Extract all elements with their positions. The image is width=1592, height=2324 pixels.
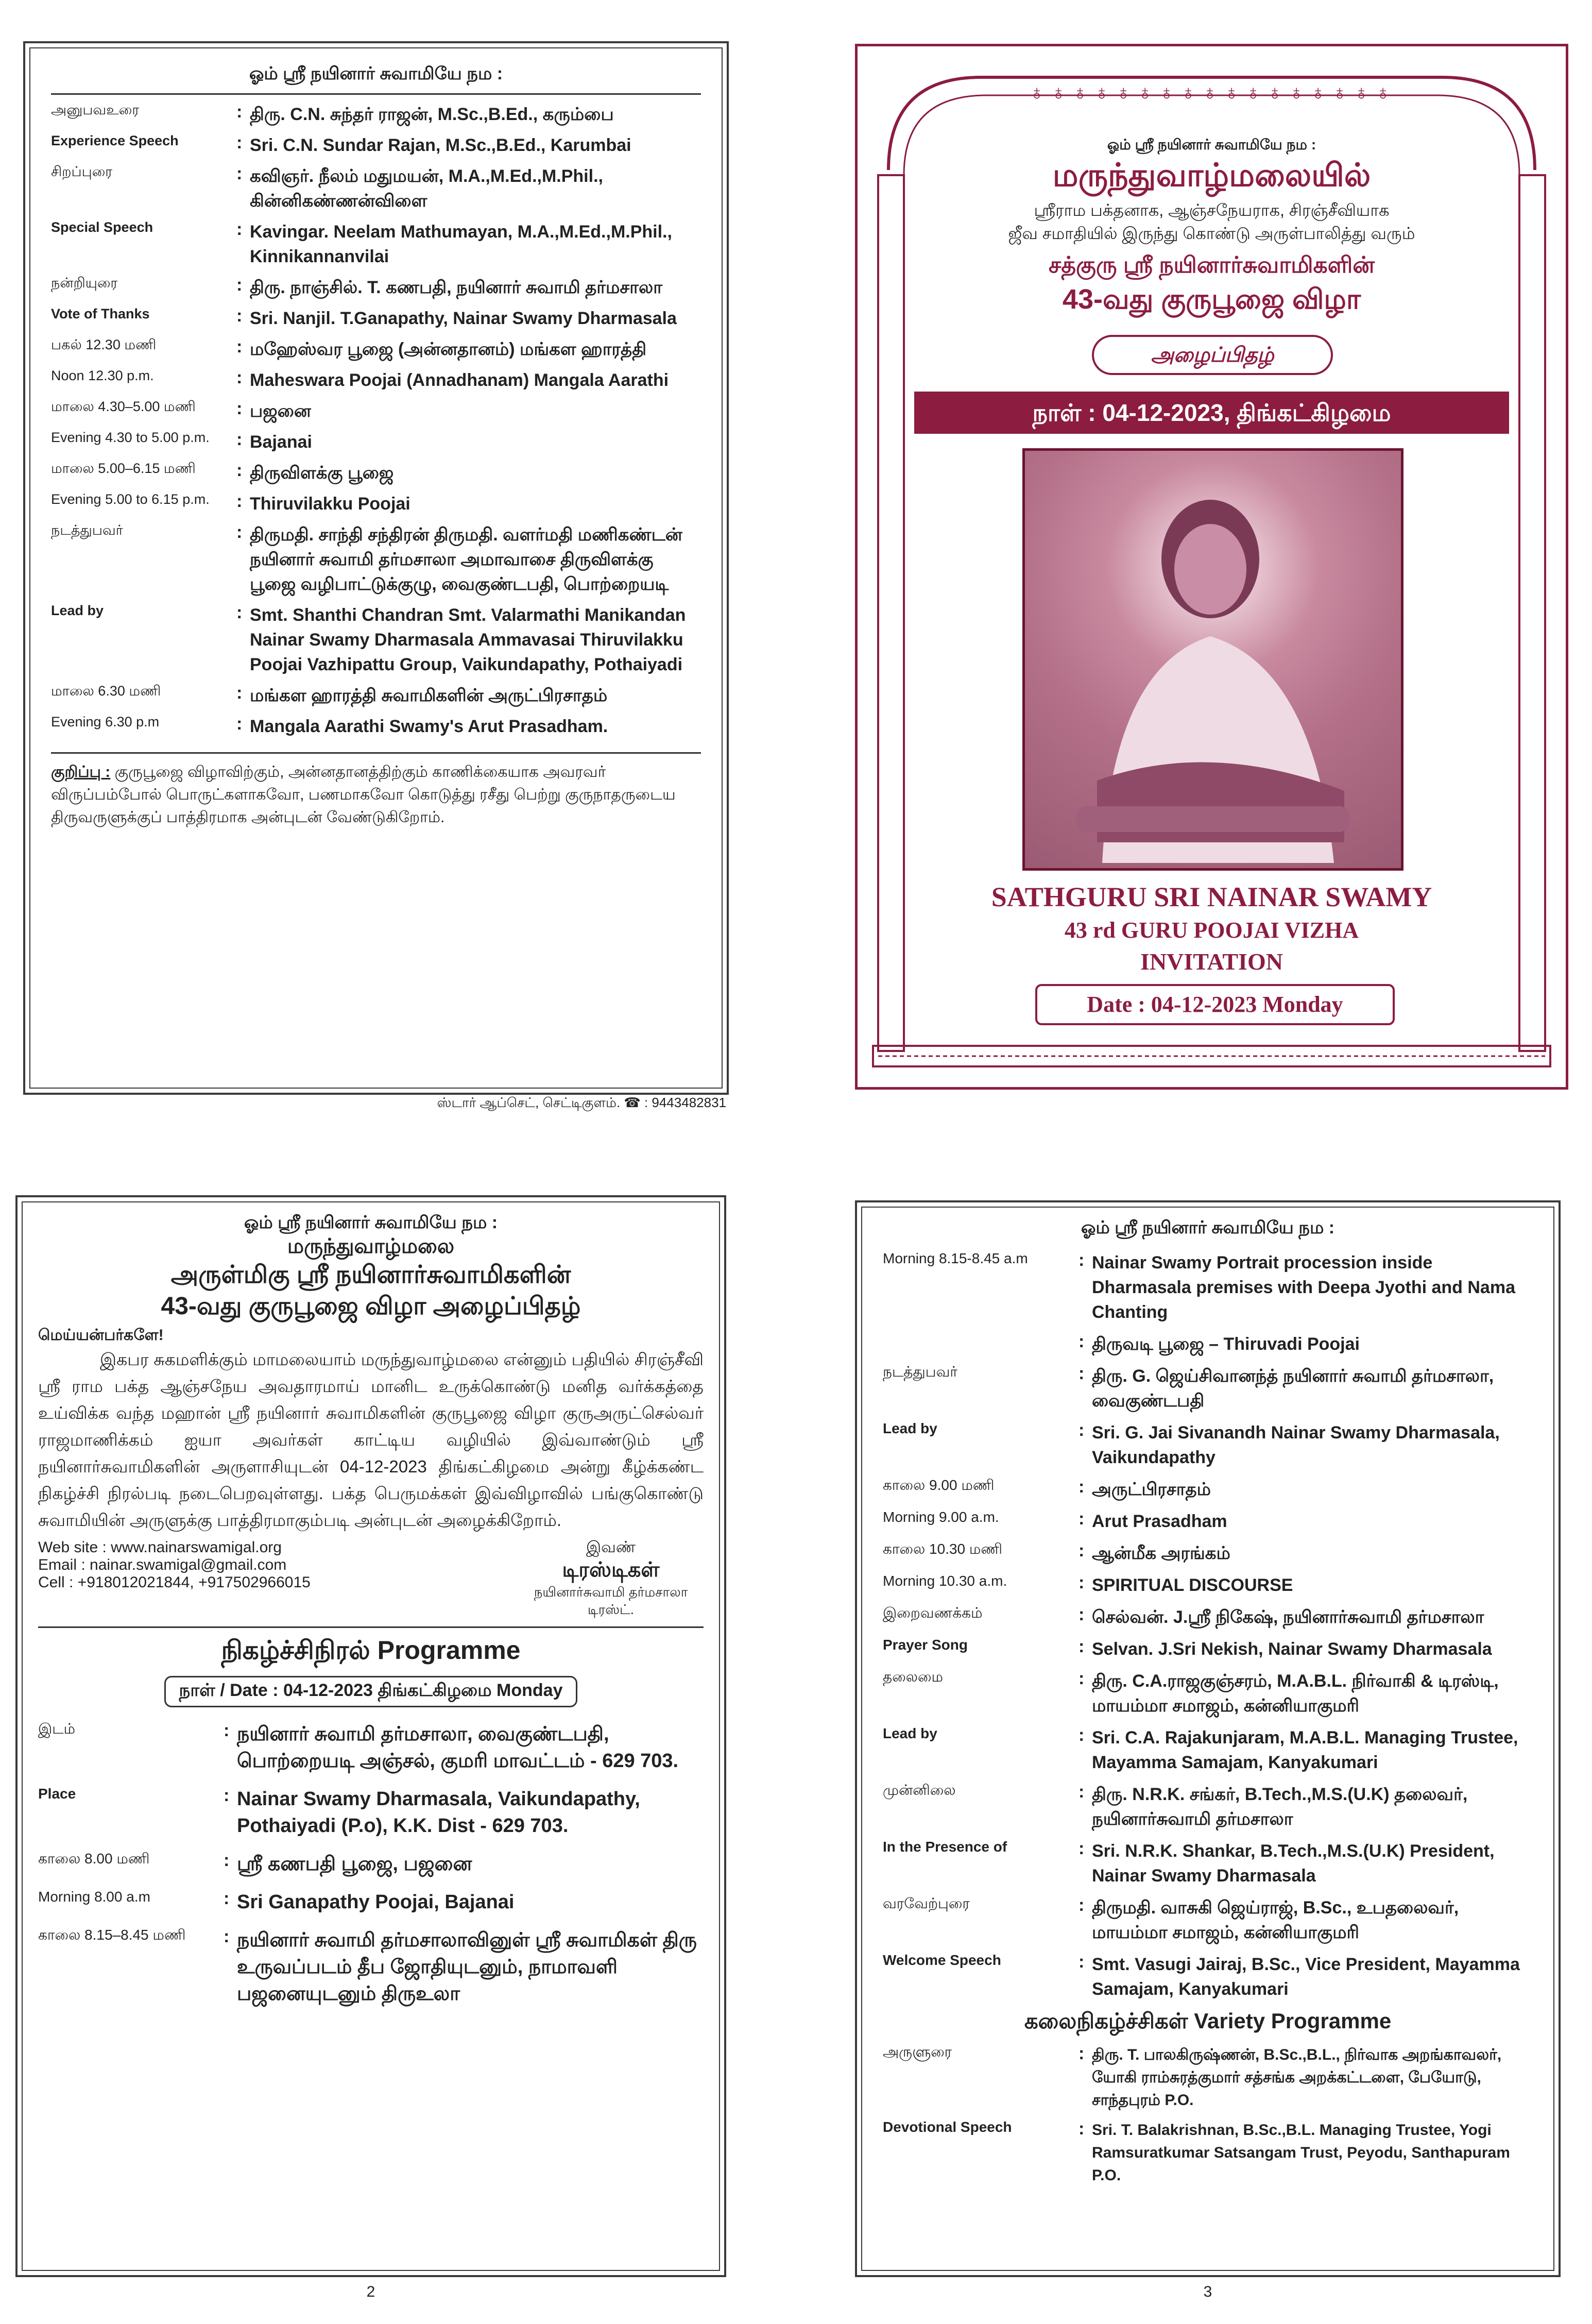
- schedule-row: [883, 1477, 1533, 1502]
- invite-label: அழைப்பிதழ்: [1151, 344, 1274, 366]
- row-label: இறைவணக்கம்: [883, 1605, 983, 1621]
- row-label: மாலை 4.30–5.00 மணி: [51, 399, 196, 414]
- row-colon: :: [1079, 1364, 1085, 1383]
- schedule-row: [51, 399, 701, 423]
- row-label: Vote of Thanks: [51, 306, 150, 321]
- row-value: ஆன்மீக அரங்கம்: [1092, 1543, 1230, 1563]
- row-value: Bajanai: [250, 432, 312, 452]
- programme-title: நிகழ்ச்சிநிரல் Programme: [221, 1636, 521, 1665]
- row-colon: :: [1079, 1420, 1085, 1440]
- row-label: Place: [38, 1786, 76, 1802]
- schedule-row: [51, 306, 701, 331]
- row-label: Experience Speech: [51, 133, 179, 148]
- schedule-row: [51, 275, 701, 300]
- row-label: சிறப்புரை: [51, 164, 113, 179]
- schedule-row: [51, 461, 701, 485]
- schedule-row: [883, 1839, 1533, 1888]
- schedule-row: [51, 337, 701, 362]
- row-colon: :: [1079, 1509, 1085, 1529]
- row-value: மங்கள ஹாரத்தி சுவாமிகளின் அருட்பிரசாதம்: [250, 686, 608, 705]
- cover-line2: ஜீவ சமாதியில் இருந்து கொண்டு அருள்பாலித்து வரும்: [1008, 224, 1415, 243]
- row-label: காலை 8.15–8.45 மணி: [38, 1927, 186, 1943]
- row-value: Sri. Nanjil. T.Ganapathy, Nainar Swamy Dharmasala: [250, 309, 677, 328]
- schedule-row: [883, 2044, 1533, 2112]
- printer-credit: ஸ்டார் ஆப்செட், செட்டிகுளம். ☎ : 9443482831: [437, 1095, 726, 1110]
- schedule-row: [883, 1250, 1533, 1325]
- row-value: Sri. N.R.K. Shankar, B.Tech.,M.S.(U.K) President, Nainar Swamy Dharmasala: [1092, 1841, 1495, 1886]
- row-colon: :: [1079, 1573, 1085, 1592]
- panel-bottom-left: [15, 1195, 726, 2300]
- row-value: திரு. G. ஜெய்சிவானந்த் நயினார் சுவாமி தர்மசாலா, வைகுண்டபதி: [1092, 1366, 1494, 1411]
- schedule-row: [883, 1573, 1533, 1598]
- schedule-row: [51, 491, 701, 516]
- row-colon: :: [236, 491, 243, 511]
- row-label: காலை 8.00 மணி: [38, 1851, 150, 1867]
- row-colon: :: [224, 1721, 230, 1740]
- row-colon: :: [1079, 1332, 1085, 1351]
- row-label: மாலை 5.00–6.15 மணி: [51, 461, 196, 476]
- schedule-row: [51, 430, 701, 454]
- cover-date-text: Date : 04-12-2023 Monday: [1087, 992, 1343, 1017]
- row-value: SPIRITUAL DISCOURSE: [1092, 1575, 1293, 1595]
- cover-invocation: ஓம் ஸ்ரீ நயினார் சுவாமியே நம :: [1107, 137, 1316, 152]
- row-colon: :: [236, 275, 243, 295]
- cell: Cell : +918012021844, +917502966015: [38, 1574, 311, 1591]
- cover-date-box: [1035, 984, 1395, 1025]
- schedule-row: [883, 1509, 1533, 1534]
- row-value: கவிஞர். நீலம் மதுமயன், M.A.,M.Ed.,M.Phil., கின்னிகண்ணன்விளை: [250, 166, 603, 211]
- row-label: Lead by: [51, 603, 104, 618]
- cover-en-line2: 43 rd GURU POOJAI VIZHA: [1064, 918, 1359, 943]
- row-label: காலை 10.30 மணி: [883, 1541, 1003, 1557]
- row-colon: :: [1079, 1952, 1085, 1972]
- divider: [51, 752, 701, 754]
- row-value: Sri. T. Balakrishnan, B.Sc.,B.L. Managing Trustee, Yogi Ramsuratkumar Satsangam Trust, Peyodu, Santhapuram P.O.: [1092, 2122, 1510, 2184]
- sign-org: நயினார்சுவாமி தர்மசாலா டிரஸ்ட்.: [534, 1584, 688, 1617]
- row-colon: :: [1079, 1725, 1085, 1745]
- schedule-row: [51, 102, 701, 127]
- contact-info: [38, 1539, 518, 1591]
- page-number: 2: [366, 2283, 375, 2300]
- cover-en-title: SATHGURU SRI NAINAR SWAMY: [991, 881, 1432, 912]
- row-colon: :: [1079, 1839, 1085, 1858]
- schedule-row: [883, 1541, 1533, 1566]
- row-label: Evening 4.30 to 5.00 p.m.: [51, 430, 210, 445]
- panel-top-right: [855, 44, 1568, 1090]
- row-label: காலை 9.00 மணி: [883, 1477, 995, 1493]
- schedule-row: [883, 1364, 1533, 1413]
- row-value: Sri. C.N. Sundar Rajan, M.Sc.,B.Ed., Karumbai: [250, 135, 631, 155]
- sign-big: டிரஸ்டிகள்: [562, 1558, 660, 1581]
- row-label: Morning 10.30 a.m.: [883, 1573, 1007, 1589]
- schedule-row: [38, 1927, 704, 2007]
- row-label: In the Presence of: [883, 1839, 1007, 1855]
- row-value: திரு. T. பாலகிருஷ்ணன், B.Sc.,B.L., நிர்வாக அறங்காவலர், யோகி ராம்சுரத்குமார் சத்சங்க அறக்கட்டளை, பேயோடு, சாந்தபுரம் P.O.: [1092, 2046, 1502, 2109]
- row-label: Morning 8.00 a.m: [38, 1889, 150, 1905]
- row-value: Mangala Aarathi Swamy's Arut Prasadham.: [250, 717, 608, 736]
- divider: [51, 93, 701, 95]
- schedule-row: [51, 603, 701, 677]
- row-value: Smt. Shanthi Chandran Smt. Valarmathi Manikandan Nainar Swamy Dharmasala Ammavasai Thiruvilakku Poojai Vazhipattu Group, Vaikundapathy, Pothaiyadi: [250, 605, 686, 674]
- schedule-row: [883, 1420, 1533, 1470]
- invocation-2: ஓம் ஸ்ரீ நயினார் சுவாமியே நம :: [244, 1213, 498, 1232]
- schedule-row: [883, 1332, 1533, 1356]
- row-colon: :: [236, 368, 243, 387]
- row-colon: :: [236, 306, 243, 326]
- row-colon: :: [236, 164, 243, 183]
- row-label: தலைமை: [883, 1669, 944, 1685]
- row-value: Sri Ganapathy Poojai, Bajanai: [237, 1891, 515, 1913]
- programme-date-wrap: [38, 1676, 704, 1707]
- row-value: திரு. நாஞ்சில். T. கணபதி, நயினார் சுவாமி தர்மசாலா: [250, 278, 662, 297]
- schedule-row: [51, 522, 701, 597]
- row-colon: :: [1079, 2119, 1085, 2139]
- schedule-row: [38, 1851, 704, 1877]
- schedule-row: [51, 164, 701, 213]
- row-colon: :: [236, 522, 243, 542]
- schedule-row: [883, 1952, 1533, 2001]
- note: [51, 761, 701, 829]
- row-label: பகல் 12.30 மணி: [51, 337, 157, 352]
- row-colon: :: [224, 1889, 230, 1908]
- row-colon: :: [236, 399, 243, 418]
- row-label: அனுபவஉரை: [51, 102, 140, 117]
- row-value: Thiruvilakku Poojai: [250, 494, 410, 514]
- row-label: Evening 5.00 to 6.15 p.m.: [51, 491, 210, 507]
- schedule-row: [883, 1782, 1533, 1831]
- schedule-list: [51, 102, 701, 739]
- row-colon: :: [236, 461, 243, 480]
- cover-line4: 43-வது குருபூஜை விழா: [1062, 284, 1361, 315]
- row-label: நடத்துபவர்: [883, 1364, 958, 1380]
- programme-date: நாள் / Date : 04-12-2023 திங்கட்கிழமை Monday: [164, 1676, 578, 1707]
- programme-list: [38, 1721, 704, 2007]
- row-label: அருளுரை: [883, 2044, 952, 2060]
- row-colon: :: [1079, 1605, 1085, 1624]
- row-value: ஸ்ரீ கணபதி பூஜை, பஜனை: [237, 1853, 472, 1875]
- signature: [518, 1539, 704, 1619]
- row-colon: :: [236, 337, 243, 357]
- row-value: திருமதி. வாசுகி ஜெய்ராஜ், B.Sc., உபதலைவர், மாயம்மா சமாஜம், கன்னியாகுமரி: [1092, 1898, 1459, 1942]
- row-label: Morning 9.00 a.m.: [883, 1509, 999, 1525]
- row-value: பஜனை: [250, 401, 311, 421]
- row-value: Kavingar. Neelam Mathumayan, M.A.,M.Ed.,M.Phil., Kinnikannanvilai: [250, 222, 672, 266]
- panel-top-left: [23, 41, 729, 1095]
- cover-line3: சத்குரு ஸ்ரீ நயினார்சுவாமிகளின்: [1049, 252, 1375, 278]
- row-value: திரு. C.N. சுந்தர் ராஜன், M.Sc.,B.Ed., கரும்பை: [250, 105, 614, 124]
- row-label: Evening 6.30 p.m: [51, 714, 160, 730]
- row-value: திருவடி பூஜை – Thiruvadi Poojai: [1092, 1334, 1360, 1354]
- row-label: முன்னிலை: [883, 1782, 956, 1798]
- row-label: வரவேற்புரை: [883, 1895, 970, 1911]
- row-label: Special Speech: [51, 219, 153, 235]
- row-colon: :: [236, 102, 243, 122]
- row-colon: :: [1079, 1477, 1085, 1497]
- row-value: Sri. C.A. Rajakunjaram, M.A.B.L. Managing Trustee, Mayamma Samajam, Kanyakumari: [1092, 1728, 1518, 1772]
- row-value: Nainar Swamy Dharmasala, Vaikundapathy, Pothaiyadi (P.o), K.K. Dist - 629 703.: [237, 1788, 640, 1837]
- row-colon: :: [224, 1927, 230, 1946]
- schedule-row: [51, 683, 701, 708]
- swamy-portrait: [1022, 448, 1403, 871]
- row-colon: :: [224, 1851, 230, 1870]
- row-label: இடம்: [38, 1721, 76, 1737]
- row-colon: :: [1079, 1782, 1085, 1802]
- row-label: Devotional Speech: [883, 2119, 1012, 2135]
- panel-bottom-right: [855, 1200, 1561, 2300]
- bell-garland: ♁♁♁♁♁♁♁♁♁♁♁♁♁♁♁♁♁: [1029, 81, 1397, 104]
- row-label: Prayer Song: [883, 1637, 968, 1653]
- row-colon: :: [224, 1786, 230, 1805]
- row-colon: :: [1079, 1541, 1085, 1560]
- cover-title-tamil: மருந்துவாழ்மலையில்: [1052, 158, 1371, 193]
- schedule-row: [51, 368, 701, 393]
- row-colon: :: [236, 683, 243, 703]
- row-value: Nainar Swamy Portrait procession inside Dharmasala premises with Deepa Jyothi and Nama Chanting: [1092, 1253, 1515, 1322]
- row-colon: :: [236, 219, 243, 239]
- row-value: திருமதி. சாந்தி சந்திரன் திருமதி. வளர்மதி மணிகண்டன் நயினார் சுவாமி தர்மசாலா அமாவாசை திருவிளக்கு பூஜை வழிபாட்டுக்குழு, வைகுண்டபதி, பொற்றையடி: [250, 525, 682, 594]
- invite-pill: [1092, 335, 1333, 375]
- row-value: திரு. N.R.K. சங்கர், B.Tech.,M.S.(U.K) தலைவர், நயினார்சுவாமி தர்மசாலா: [1092, 1785, 1468, 1829]
- row-colon: :: [236, 603, 243, 622]
- row-label: Morning 8.15-8.45 a.m: [883, 1250, 1028, 1266]
- greeting: மெய்யன்பர்களே!: [38, 1327, 164, 1344]
- row-label: Noon 12.30 p.m.: [51, 368, 154, 383]
- row-value: மஹேஸ்வர பூஜை (அன்னதானம்) மங்கள ஹாரத்தி: [250, 340, 647, 359]
- schedule-row: [883, 1669, 1533, 1718]
- schedule-row: [883, 1637, 1533, 1661]
- row-colon: :: [236, 133, 243, 152]
- date-band: நாள் : 04-12-2023, திங்கட்கிழமை: [914, 392, 1509, 434]
- bl-title3: 43-வது குருபூஜை விழா அழைப்பிதழ்: [161, 1293, 581, 1320]
- row-label: Lead by: [883, 1725, 937, 1741]
- schedule-row: [883, 1725, 1533, 1775]
- sign-small: இவண்: [586, 1539, 636, 1556]
- contact-block: [38, 1539, 704, 1619]
- cover-en-line3: INVITATION: [1140, 948, 1283, 975]
- schedule-row: [51, 714, 701, 739]
- email: Email : nainar.swamigal@gmail.com: [38, 1556, 287, 1573]
- portrait-figure: [1025, 451, 1401, 868]
- row-value: நயினார் சுவாமி தர்மசாலாவினுள் ஸ்ரீ சுவாமிகள் திரு உருவப்படம் தீப ஜோதியுடனும், நாமாவளி பஜனையுடனும் திருஉலா: [237, 1929, 697, 2005]
- schedule-row: [883, 1895, 1533, 1945]
- invocation-3: ஓம் ஸ்ரீ நயினார் சுவாமியே நம :: [1081, 1218, 1335, 1237]
- row-colon: :: [1079, 1895, 1085, 1915]
- schedule-row: [51, 133, 701, 158]
- note-text: குருபூஜை விழாவிற்கும், அன்னதானத்திற்கும் காணிக்கையாக அவரவர் விருப்பம்போல் பொருட்களாகவோ, பணமாகவோ கொடுத்து ரசீது பெற்று குருநாதருடைய திருவருளுக்குப் பாத்திரமாக அன்புடன் வேண்டுகிறோம்.: [51, 764, 676, 826]
- schedule-row: [38, 1889, 704, 1915]
- row-label: நடத்துபவர்: [51, 522, 123, 538]
- row-value: திரு. C.A.ராஜகுஞ்சரம், M.A.B.L. நிர்வாகி & டிரஸ்டி, மாயம்மா சமாஜம், கன்னியாகுமரி: [1092, 1671, 1499, 1716]
- row-colon: :: [236, 714, 243, 734]
- variety-list: [883, 2044, 1533, 2187]
- bl-title1: மருந்துவாழ்மலை: [287, 1235, 455, 1258]
- website: Web site : www.nainarswamigal.org: [38, 1539, 282, 1556]
- bl-title2: அருள்மிகு ஸ்ரீ நயினார்சுவாமிகளின்: [170, 1261, 571, 1288]
- row-value: Selvan. J.Sri Nekish, Nainar Swamy Dharmasala: [1092, 1639, 1492, 1659]
- note-label: குறிப்பு :: [51, 764, 111, 781]
- variety-title: கலைநிகழ்ச்சிகள் Variety Programme: [1024, 2009, 1392, 2033]
- schedule-row: [883, 2119, 1533, 2187]
- divider: [38, 1626, 704, 1628]
- row-label: Welcome Speech: [883, 1952, 1001, 1968]
- row-label: மாலை 6.30 மணி: [51, 683, 161, 699]
- schedule-row: [38, 1786, 704, 1839]
- cover-line1: ஸ்ரீராம பக்தனாக, ஆஞ்சநேயராக, சிரஞ்சீவியாக: [1034, 201, 1390, 219]
- schedule-row: [883, 1605, 1533, 1630]
- row-value: Sri. G. Jai Sivanandh Nainar Swamy Dharmasala, Vaikundapathy: [1092, 1423, 1500, 1467]
- row-value: நயினார் சுவாமி தர்மசாலா, வைகுண்டபதி, பொற்றையடி அஞ்சல், குமரி மாவட்டம் - 629 703.: [237, 1723, 679, 1772]
- row-value: திருவிளக்கு பூஜை: [250, 463, 394, 483]
- row-colon: :: [1079, 1250, 1085, 1270]
- row-label: Lead by: [883, 1420, 937, 1436]
- page-number-3: 3: [1203, 2283, 1212, 2300]
- row-value: Smt. Vasugi Jairaj, B.Sc., Vice President, Mayamma Samajam, Kanyakumari: [1092, 1955, 1520, 1999]
- row-colon: :: [236, 430, 243, 449]
- invocation: ஓம் ஸ்ரீ நயினார் சுவாமியே நம :: [249, 64, 503, 83]
- row-colon: :: [1079, 1637, 1085, 1656]
- row-value: Arut Prasadham: [1092, 1512, 1227, 1531]
- row-label: நன்றியுரை: [51, 275, 118, 291]
- row-value: Maheswara Poojai (Annadhanam) Mangala Aarathi: [250, 370, 669, 390]
- schedule-row: [38, 1721, 704, 1774]
- invitation-body: இகபர சுகமளிக்கும் மாமலையாம் மருந்துவாழ்மலை என்னும் பதியில் சிரஞ்சீவி ஸ்ரீ ராம பக்த ஆஞ்சநேய அவதாரமாய் மானிட உருக்கொண்டு மனித வர்க்கத்தை உய்விக்க வந்த மஹான் ஸ்ரீ நயினார் சுவாமிகளின் குருபூஜை விழா குருஅருட்செல்வர் ராஜமாணிக்கம் ஐயா அவர்கள் காட்டிய வழியில் இவ்வாண்டும் ஸ்ரீ நயினார்சுவாமிகளின் அருளாசியுடன் 04-12-2023 திங்கட்கிழமை அன்று கீழ்க்கண்ட நிகழ்ச்சி நிரல்படி நடைபெறவுள்ளது. பக்த பெருமக்கள் இவ்விழாவில் பங்குகொண்டு சுவாமியின் அருளுக்கு பாத்திரமாகும்படி அன்புடன் அழைக்கிறோம்.: [38, 1350, 704, 1530]
- programme-list-continued: [883, 1250, 1533, 2001]
- row-value: செல்வன். J.ஸ்ரீ நிகேஷ், நயினார்சுவாமி தர்மசாலா: [1092, 1607, 1484, 1627]
- row-colon: :: [1079, 2044, 1085, 2063]
- row-colon: :: [1079, 1669, 1085, 1688]
- row-value: அருட்பிரசாதம்: [1092, 1480, 1211, 1499]
- schedule-row: [51, 219, 701, 269]
